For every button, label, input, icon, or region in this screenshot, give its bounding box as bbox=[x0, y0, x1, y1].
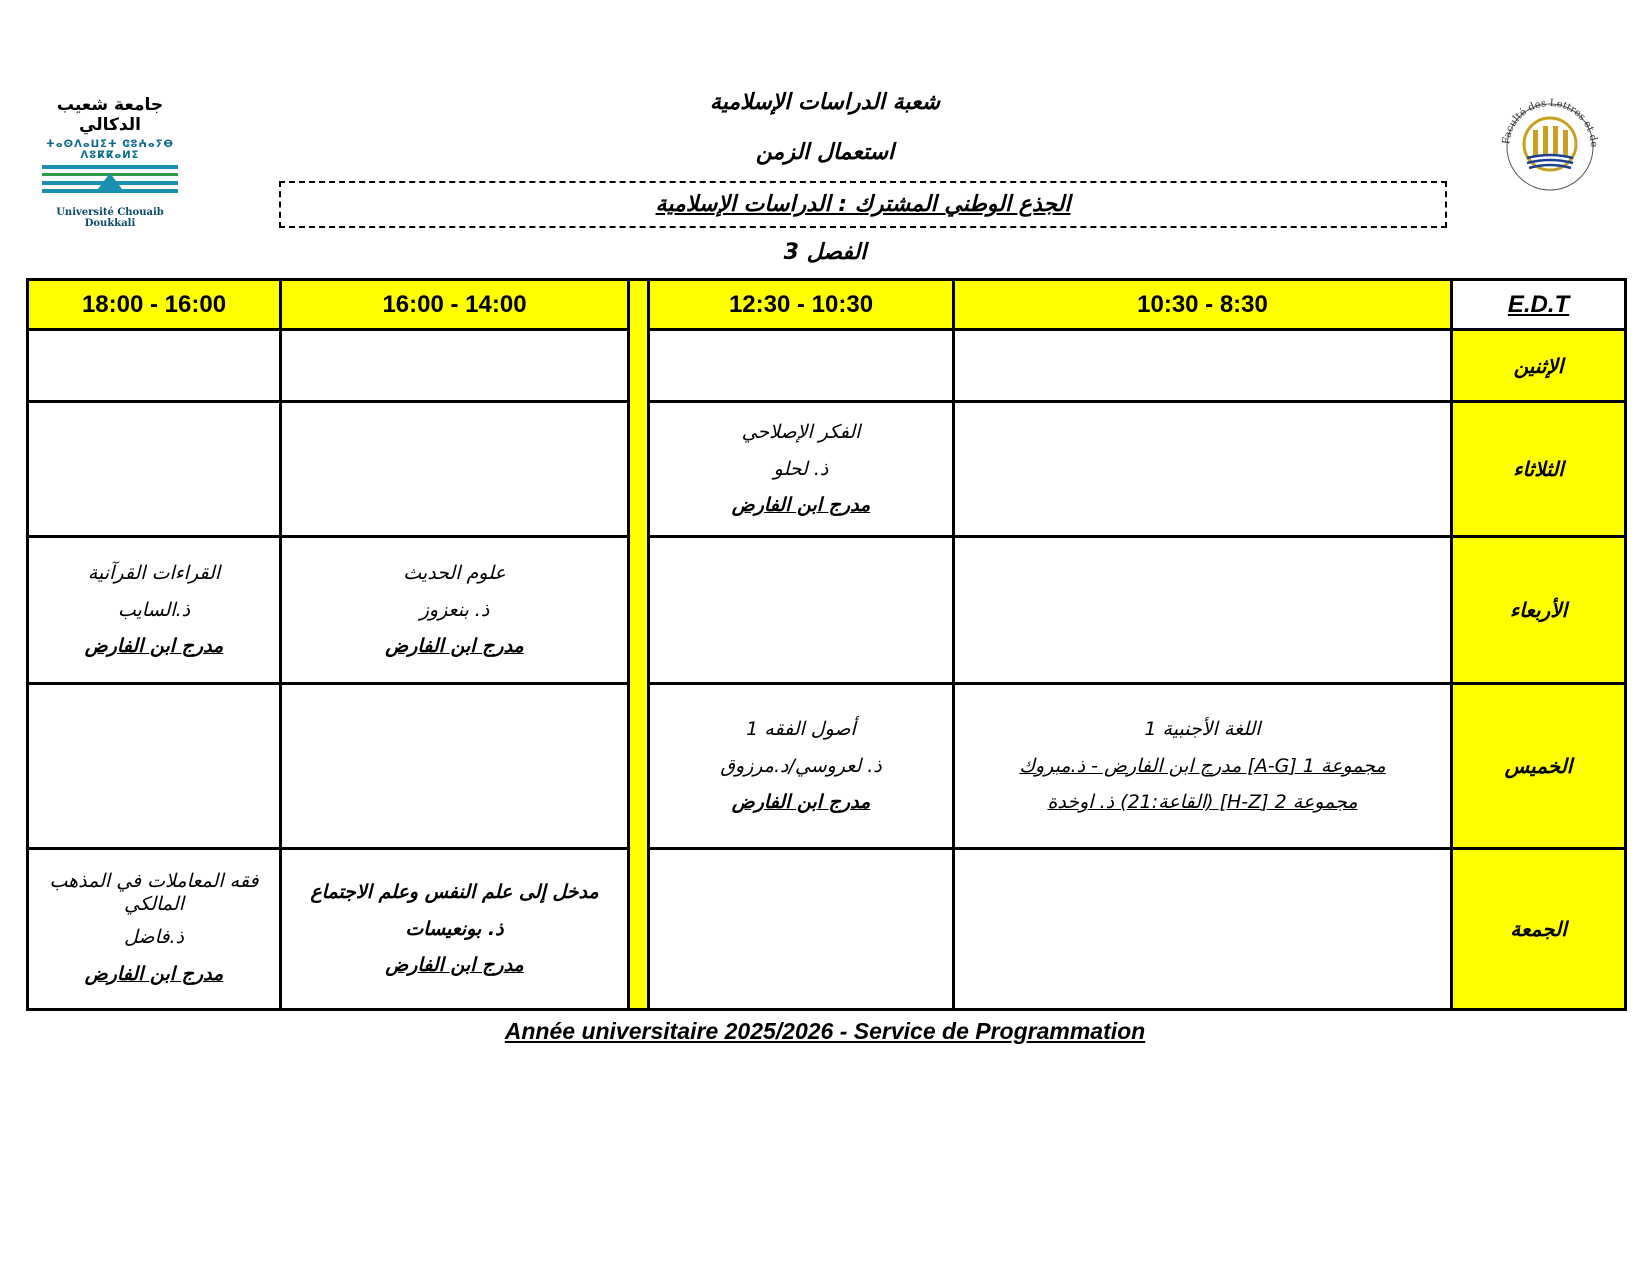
room-name: مدرج ابن الفارض bbox=[385, 635, 524, 658]
time-header-1600: 18:00 - 16:00 bbox=[28, 280, 281, 330]
teacher-name: ذ.السايب bbox=[117, 598, 191, 621]
cell-thu-1400 bbox=[281, 684, 629, 849]
time-header-0830: 10:30 - 8:30 bbox=[954, 280, 1452, 330]
cell-tue-0830 bbox=[954, 402, 1452, 537]
program-title: الجذع الوطني المشترك : الدراسات الإسلامية bbox=[655, 192, 1071, 217]
cell-tue-1030 bbox=[649, 402, 954, 537]
teacher-name: ذ. بونعيسات bbox=[405, 917, 504, 940]
lunch-separator bbox=[629, 280, 649, 1010]
cell-fri-1400 bbox=[281, 849, 629, 1010]
room-name: مدرج ابن الفارض bbox=[84, 962, 224, 985]
room-name: مدرج ابن الفارض bbox=[731, 791, 871, 814]
cell-wed-0830 bbox=[954, 537, 1452, 684]
day-tuesday: الثلاثاء bbox=[1452, 402, 1626, 537]
teacher-name: ذ. لحلو bbox=[773, 457, 829, 480]
cell-fri-1030 bbox=[649, 849, 954, 1010]
timetable bbox=[26, 278, 1627, 1011]
department-title: شعبة الدراسات الإسلامية bbox=[709, 90, 941, 115]
document-title: استعمال الزمن bbox=[755, 140, 895, 165]
university-name-french: Université Chouaib Doukkali bbox=[56, 207, 164, 229]
group-2-info: مجموعة 2 [H-Z] (القاعة:21) ذ. اوخدة bbox=[1047, 791, 1358, 814]
teacher-name: ذ.فاضل bbox=[124, 926, 184, 948]
program-box bbox=[279, 181, 1447, 228]
cell-mon-1030 bbox=[649, 330, 954, 402]
group-1-info: مجموعة 1 [A-G] مدرج ابن الفارض - ذ.مبروك bbox=[1019, 754, 1386, 777]
room-name: مدرج ابن الفارض bbox=[385, 954, 524, 977]
course-name: مدخل إلى علم النفس وعلم الاجتماع bbox=[310, 880, 599, 903]
teacher-name: ذ. لعروسي/د.مرزوق bbox=[720, 754, 882, 777]
day-thursday: الخميس bbox=[1452, 684, 1626, 849]
cell-wed-1400 bbox=[281, 537, 629, 684]
cell-tue-1600 bbox=[28, 402, 281, 537]
university-name-tifinagh: ⵜⴰⵙⴷⴰⵡⵉⵜ ⵛⵓⵄⴰⵢⴱ ⴷⵓⴽⴽⴰⵍⵉ bbox=[46, 139, 174, 161]
cell-thu-1030 bbox=[649, 684, 954, 849]
cell-mon-0830 bbox=[954, 330, 1452, 402]
course-name: القراءات القرآنية bbox=[87, 561, 221, 584]
cell-mon-1600 bbox=[28, 330, 281, 402]
day-friday: الجمعة bbox=[1452, 849, 1626, 1010]
time-header-1030: 12:30 - 10:30 bbox=[649, 280, 954, 330]
course-name: اللغة الأجنبية 1 bbox=[1144, 717, 1261, 740]
footer-note: Année universitaire 2025/2026 - Service de Programmation bbox=[504, 1018, 1146, 1044]
room-name: مدرج ابن الفارض bbox=[731, 494, 871, 517]
day-monday: الإثنين bbox=[1452, 330, 1626, 402]
cell-thu-0830 bbox=[954, 684, 1452, 849]
faculty-name-french: Faculté des Lettres et de bbox=[1501, 97, 1600, 148]
cell-fri-0830 bbox=[954, 849, 1452, 1010]
cell-wed-1600 bbox=[28, 537, 281, 684]
time-header-1400: 16:00 - 14:00 bbox=[281, 280, 629, 330]
cell-wed-1030 bbox=[649, 537, 954, 684]
day-wednesday: الأربعاء bbox=[1452, 537, 1626, 684]
course-name: الفكر الإصلاحي bbox=[741, 420, 861, 443]
cell-fri-1600 bbox=[28, 849, 281, 1010]
cell-thu-1600 bbox=[28, 684, 281, 849]
teacher-name: ذ. بنعزوز bbox=[419, 598, 490, 621]
room-name: مدرج ابن الفارض bbox=[84, 635, 224, 658]
cell-mon-1400 bbox=[281, 330, 629, 402]
corner-edt: E.D.T bbox=[1452, 280, 1626, 330]
university-name-arabic: جامعة شعيب الدكالي bbox=[56, 95, 164, 135]
course-name: أصول الفقه 1 bbox=[746, 717, 856, 740]
university-emblem-icon bbox=[40, 161, 180, 201]
semester-title: الفصل 3 bbox=[783, 240, 867, 265]
course-name: علوم الحديث bbox=[403, 561, 506, 584]
cell-tue-1400 bbox=[281, 402, 629, 537]
course-name: فقه المعاملات في المذهب المالكي bbox=[49, 870, 259, 916]
